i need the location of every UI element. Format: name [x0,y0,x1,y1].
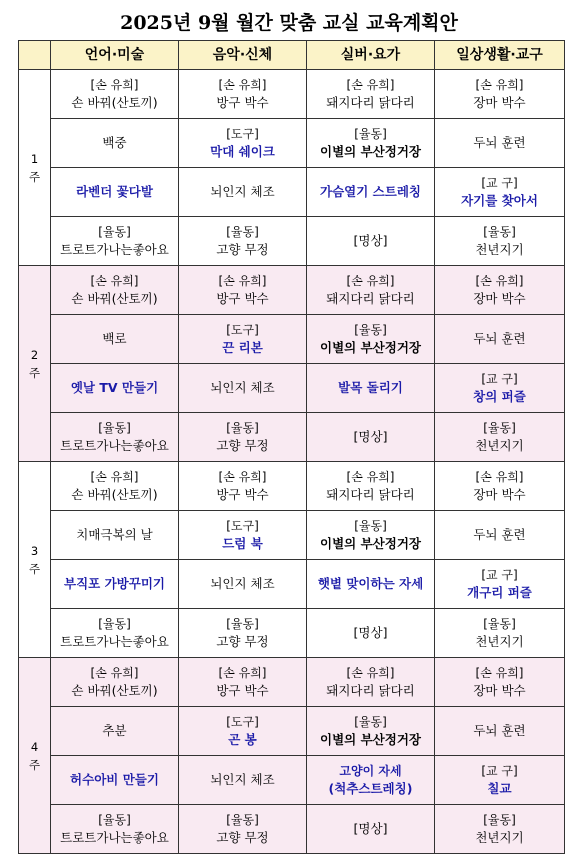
cell-category: [손 유희] [346,666,395,680]
cell-activity: 장마 박수 [473,487,526,502]
cell-activity: 트로트가나는좋아요 [60,634,169,649]
table-cell [307,707,435,756]
cell-category: [율동] [483,813,516,827]
cell-activity: 칠교 [487,781,512,796]
cell-activity: 돼지다리 닭다리 [326,487,415,502]
table-cell [51,756,179,805]
cell-category: [율동] [354,323,387,337]
table-row [19,658,565,707]
cell-activity: 방구 박수 [216,487,269,502]
cell-category: [율동] [354,519,387,533]
table-row [19,707,565,756]
table-cell [51,707,179,756]
cell-text: 백중 [102,135,127,150]
cell-activity: 트로트가나는좋아요 [60,830,169,845]
table-row [19,217,565,266]
cell-activity: 개구리 퍼즐 [467,585,532,600]
table-row [19,70,565,119]
table-cell [179,462,307,511]
cell-category: [율동] [226,617,259,631]
table-cell [435,805,565,854]
cell-activity: 고향 무정 [216,634,269,649]
header-row [19,41,565,70]
table-cell [435,511,565,560]
table-row [19,462,565,511]
table-row [19,511,565,560]
cell-category: [손 유희] [90,78,139,92]
table-cell [307,168,435,217]
cell-category: [교 구] [481,176,518,190]
table-cell [179,364,307,413]
table-cell [51,462,179,511]
cell-category: [손 유희] [475,470,524,484]
table-cell [307,413,435,462]
table-cell [51,609,179,658]
cell-activity: 고향 무정 [216,242,269,257]
cell-text: 백로 [102,331,127,346]
cell-category: [율동] [98,225,131,239]
cell-activity: 천년지기 [475,634,524,649]
cell-activity: 천년지기 [475,830,524,845]
cell-category: [손 유희] [90,666,139,680]
cell-activity: 손 바꿔(산토끼) [71,291,158,306]
cell-activity: 천년지기 [475,438,524,453]
cell-activity: 이별의 부산정거장 [320,732,421,747]
table-cell [307,658,435,707]
column-header: 언어·미술 [51,41,179,70]
cell-activity: 천년지기 [475,242,524,257]
table-cell [179,707,307,756]
cell-activity: 창의 퍼즐 [473,389,526,404]
cell-text: 뇌인지 체조 [210,380,275,395]
table-cell [435,756,565,805]
cell-category: [율동] [98,421,131,435]
week-unit: 주 [28,757,41,772]
table-cell [435,462,565,511]
table-cell [307,266,435,315]
cell-activity: 돼지다리 닭다리 [326,95,415,110]
table-cell [435,119,565,168]
table-row [19,364,565,413]
table-cell [307,805,435,854]
cell-category: [율동] [226,225,259,239]
cell-category: [교 구] [481,764,518,778]
table-row [19,168,565,217]
cell-category: [손 유희] [218,470,267,484]
cell-category: [율동] [98,617,131,631]
table-cell [179,217,307,266]
table-cell [51,119,179,168]
cell-category: [율동] [483,617,516,631]
cell-category: [도구] [226,715,259,729]
cell-activity: 고향 무정 [216,830,269,845]
cell-category: [손 유희] [346,78,395,92]
cell-text: 부직포 가방꾸미기 [64,576,165,591]
cell-text: 두뇌 훈련 [473,135,526,150]
column-header: 음악·신체 [179,41,307,70]
table-cell [435,658,565,707]
table-cell [51,168,179,217]
table-row [19,756,565,805]
cell-activity: 자기를 찾아서 [461,193,538,208]
table-cell [179,413,307,462]
table-cell [179,560,307,609]
cell-text: 치매극복의 날 [76,527,153,542]
cell-activity: 방구 박수 [216,291,269,306]
cell-category: [율동] [98,813,131,827]
cell-activity: 막대 쉐이크 [210,144,275,159]
week-unit: 주 [28,365,41,380]
curriculum-table [18,40,565,854]
page-title: 2025년 9월 월간 맞춤 교실 교육계획안 [120,12,458,34]
week-unit: 주 [28,561,41,576]
table-cell [307,119,435,168]
cell-category: [손 유희] [90,274,139,288]
table-row [19,119,565,168]
table-cell [51,70,179,119]
table-row [19,609,565,658]
cell-text: 라벤더 꽃다발 [76,184,153,199]
table-cell [435,560,565,609]
cell-activity: 이별의 부산정거장 [320,340,421,355]
cell-activity: (척추스트레칭) [328,781,413,796]
table-cell [51,413,179,462]
cell-category: [손 유희] [218,274,267,288]
table-row [19,560,565,609]
table-cell [307,756,435,805]
table-cell [51,315,179,364]
cell-activity: 손 바꿔(산토끼) [71,487,158,502]
cell-text: 뇌인지 체조 [210,772,275,787]
table-cell [179,119,307,168]
table-cell [179,70,307,119]
cell-activity: 손 바꿔(산토끼) [71,683,158,698]
table-cell [435,70,565,119]
cell-activity: 방구 박수 [216,95,269,110]
week-label [19,658,51,854]
cell-activity: 장마 박수 [473,95,526,110]
cell-category: [손 유희] [475,78,524,92]
cell-category: [율동] [354,715,387,729]
table-cell [51,364,179,413]
week-number: 3 [30,543,39,558]
table-cell [307,560,435,609]
table-cell [51,511,179,560]
table-cell [307,364,435,413]
week-number: 4 [30,739,39,754]
cell-activity: 돼지다리 닭다리 [326,291,415,306]
table-body [19,70,565,854]
table-cell [179,658,307,707]
cell-category: [손 유희] [346,470,395,484]
cell-text: 뇌인지 체조 [210,184,275,199]
cell-text: 두뇌 훈련 [473,723,526,738]
cell-text: 햇볕 맞이하는 자세 [317,576,424,591]
cell-activity: 고향 무정 [216,438,269,453]
table-cell [51,217,179,266]
week-number: 1 [30,151,39,166]
table-row [19,805,565,854]
column-header: 실버·요가 [307,41,435,70]
table-cell [435,266,565,315]
cell-text: 가슴열기 스트레칭 [320,184,421,199]
cell-activity: 장마 박수 [473,291,526,306]
cell-category: [손 유희] [90,470,139,484]
week-number: 2 [30,347,39,362]
cell-activity: 이별의 부산정거장 [320,536,421,551]
table-row [19,315,565,364]
table-cell [179,266,307,315]
table-cell [435,413,565,462]
cell-activity: 돼지다리 닭다리 [326,683,415,698]
cell-category: [율동] [354,127,387,141]
cell-category: [율동] [226,813,259,827]
table-cell [435,168,565,217]
cell-category: [손 유희] [475,274,524,288]
cell-activity: 이별의 부산정거장 [320,144,421,159]
table-cell [179,609,307,658]
table-cell [307,462,435,511]
week-label [19,462,51,658]
cell-text: 뇌인지 체조 [210,576,275,591]
cell-activity: 트로트가나는좋아요 [60,438,169,453]
cell-activity: 끈 리본 [222,340,263,355]
table-cell [307,511,435,560]
table-row [19,266,565,315]
header-corner [19,41,51,70]
cell-category: [율동] [483,421,516,435]
cell-category: [율동] [226,421,259,435]
table-cell [51,658,179,707]
cell-text: [명상] [353,625,388,640]
cell-text: [명상] [353,821,388,836]
column-header: 일상생활·교구 [435,41,565,70]
cell-category: [교 구] [481,568,518,582]
cell-category: [손 유희] [218,666,267,680]
cell-text: 옛날 TV 만들기 [70,380,159,395]
table-cell [435,707,565,756]
table-cell [179,511,307,560]
cell-category: [손 유희] [346,274,395,288]
table-cell [179,805,307,854]
cell-category: [손 유희] [475,666,524,680]
cell-text: 추분 [102,723,127,738]
table-cell [307,70,435,119]
table-cell [179,315,307,364]
table-cell [435,315,565,364]
cell-activity: 트로트가나는좋아요 [60,242,169,257]
cell-activity: 드럼 북 [222,536,263,551]
table-cell [179,756,307,805]
table-cell [51,266,179,315]
table-row [19,413,565,462]
cell-category: [도구] [226,127,259,141]
cell-activity: 장마 박수 [473,683,526,698]
table-cell [435,609,565,658]
table-cell [435,217,565,266]
table-cell [307,217,435,266]
table-cell [51,805,179,854]
cell-category: [율동] [483,225,516,239]
cell-text: 발목 돌리기 [338,380,403,395]
table-cell [307,315,435,364]
cell-text: [명상] [353,233,388,248]
cell-text: 허수아비 만들기 [70,772,159,787]
table-cell [51,560,179,609]
cell-category: 고양이 자세 [339,764,402,778]
cell-category: [교 구] [481,372,518,386]
week-label [19,266,51,462]
cell-text: [명상] [353,429,388,444]
table-cell [179,168,307,217]
cell-category: [도구] [226,519,259,533]
week-unit: 주 [28,169,41,184]
table-cell [435,364,565,413]
table-cell [307,609,435,658]
cell-category: [도구] [226,323,259,337]
week-label [19,70,51,266]
cell-text: 두뇌 훈련 [473,331,526,346]
cell-activity: 방구 박수 [216,683,269,698]
cell-activity: 곤 봉 [228,732,257,747]
cell-activity: 손 바꿔(산토끼) [71,95,158,110]
cell-text: 두뇌 훈련 [473,527,526,542]
cell-category: [손 유희] [218,78,267,92]
